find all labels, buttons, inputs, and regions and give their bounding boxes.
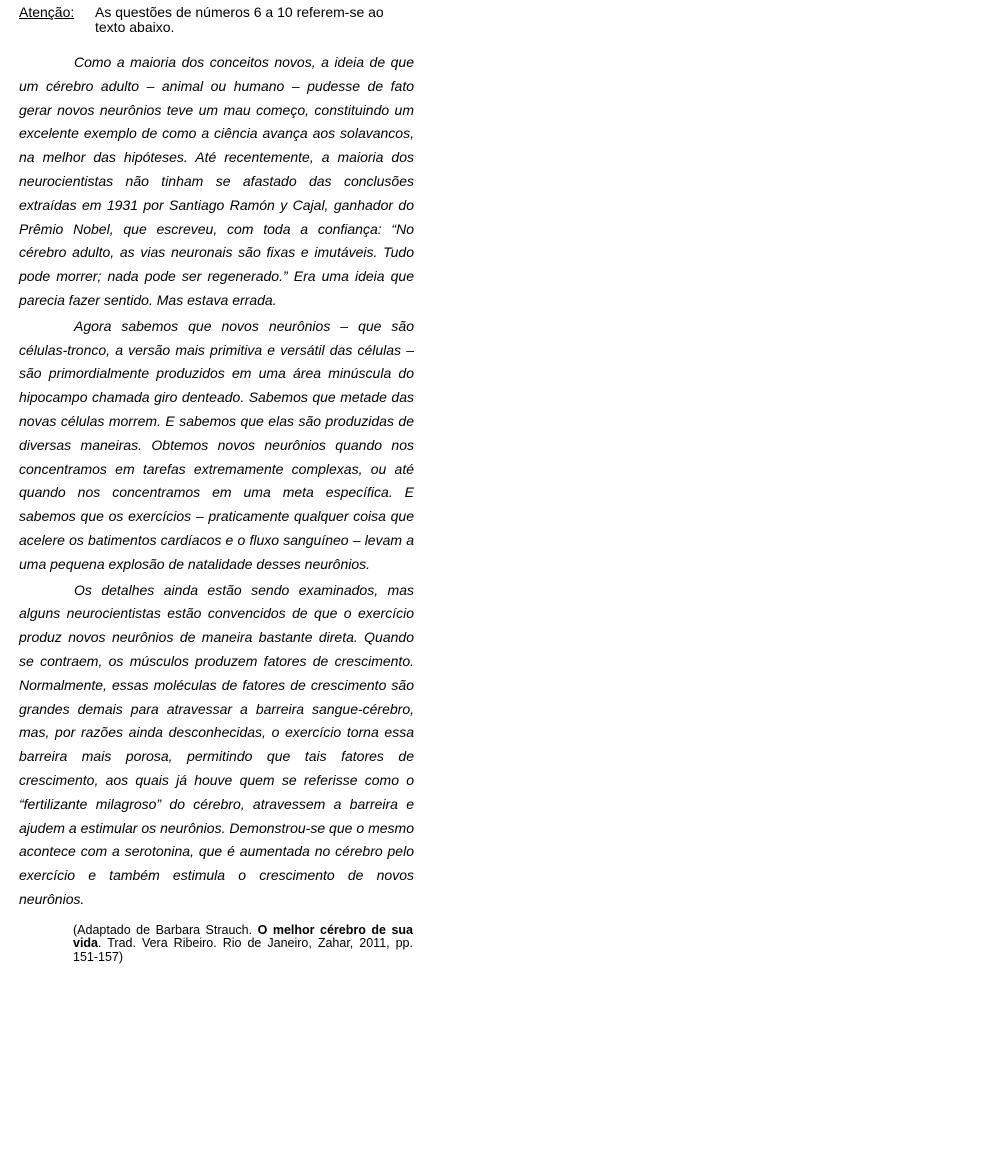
- passage-paragraph-1: Como a maioria dos conceitos novos, a ideia de que um cérebro adulto – animal ou humano – pudesse de fato gerar novos neurônios teve um mau começo, constituindo um excelente exemplo de como a ciência avança aos solavancos, na melhor das hipóteses. Até recentemente, a maioria dos neurocientistas não tinham se afastado das conclusões extraídas em 1931 por Santiago Ramón y Cajal, ganhador do Prêmio Nobel, que escreveu, com toda a confiança: “No cérebro adulto, as vias neuronais são fixas e imutáveis. Tudo pode morrer; nada pode ser regenerado.” Era uma ideia que parecia fazer sentido. Mas estava errada.: [19, 54, 414, 308]
- source-citation: [73, 924, 413, 965]
- attention-label-text: Atenção: [19, 4, 71, 20]
- passage-paragraph-3: Os detalhes ainda estão sendo examinados, mas alguns neurocientistas estão convencidos de que o exercício produz novos neurônios de maneira bastante direta. Quando se contraem, os músculos produzem fatores de crescimento. Normalmente, essas moléculas de fatores de crescimento são grandes demais para atravessar a barreira sangue-cérebro, mas, por razões ainda desconhecidas, o exercício torna essa barreira mais porosa, permitindo que tais fatores de crescimento, aos quais já houve quem se referisse como o “fertilizante milagroso” do cérebro, atravessem a barreira e ajudem a estimular os neurônios. Demonstrou-se que o mesmo acontece com a serotonina, que é aumentada no cérebro pelo exercício e também estimula o crescimento de novos neurônios.: [19, 581, 414, 907]
- passage-paragraph-2: Agora sabemos que novos neurônios – que são células-tronco, a versão mais primitiva e versátil das células – são primordialmente produzidos em uma área minúscula do hipocampo chamada giro denteado. Sabemos que metade das novas células morrem. E sabemos que elas são produzidas de diversas maneiras. Obtemos novos neurônios quando nos concentramos em tarefas extremamente complexas, ou até quando nos concentramos em uma meta específica. E sabemos que os exercícios – praticamente qualquer coisa que acelere os batimentos cardíacos e o fluxo sanguíneo – levam a uma pequena explosão de natalidade desses neurônios.: [19, 317, 414, 572]
- reading-passage: [19, 51, 414, 912]
- citation-suffix: . Trad. Vera Ribeiro. Rio de Janeiro, Zahar, 2011, pp. 151-157): [73, 936, 413, 964]
- attention-label: [19, 5, 74, 20]
- attention-colon: :: [70, 4, 75, 20]
- attention-notice: [19, 5, 414, 37]
- citation-book-title: O melhor cérebro de sua vida: [73, 922, 413, 951]
- citation-prefix: (Adaptado de Barbara Strauch.: [73, 922, 258, 937]
- attention-text: As questões de números 6 a 10 referem-se ao texto abaixo.: [95, 4, 384, 35]
- exam-page: [19, 5, 414, 964]
